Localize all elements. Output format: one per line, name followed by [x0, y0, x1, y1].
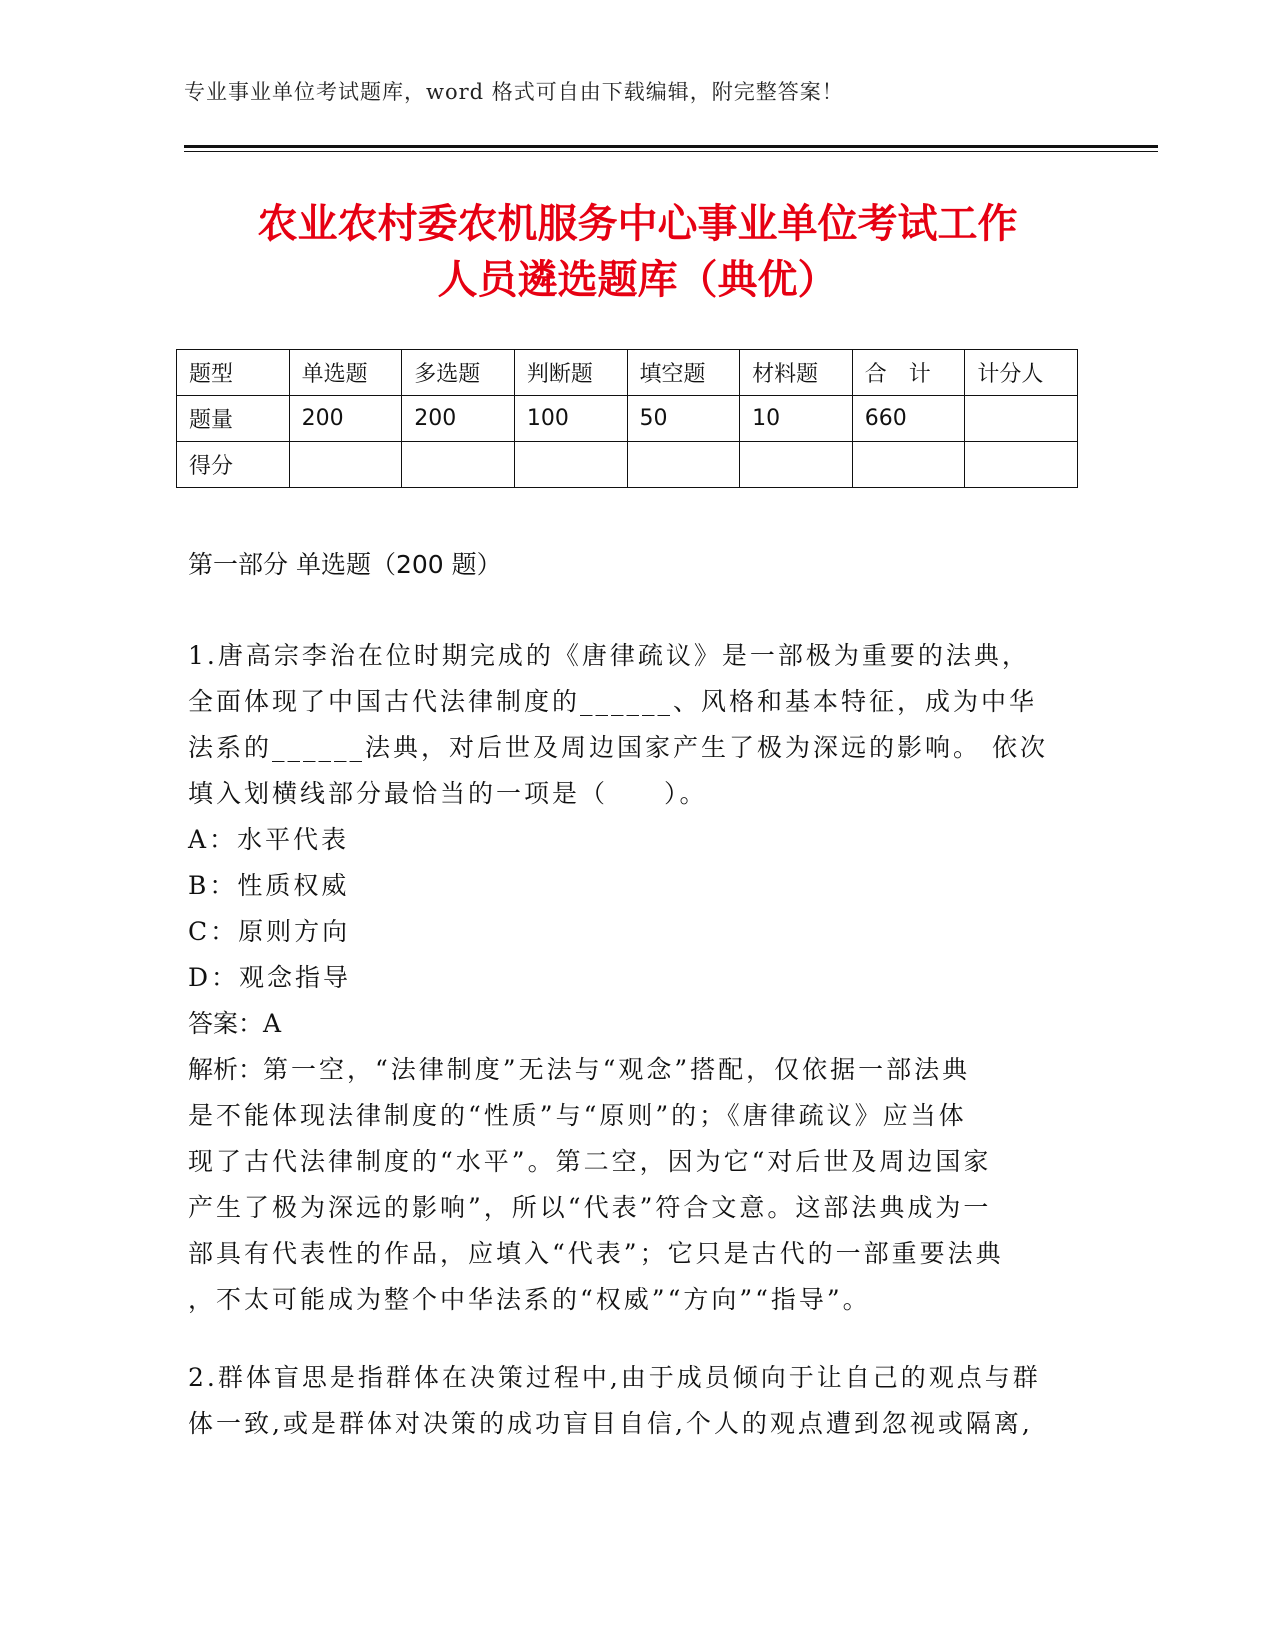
analysis-line: ，不太可能成为整个中华法系的“权威”“方向”“指导”。	[188, 1285, 871, 1314]
table-cell: 得分	[177, 442, 290, 488]
option-d: D：观念指导	[188, 963, 352, 992]
option-b: B：性质权威	[188, 871, 350, 900]
score-summary-table	[176, 349, 1078, 488]
section-heading: 第一部分 单选题（200 题）	[188, 550, 502, 579]
analysis-text: 第一空，“法律制度”无法与“观念”搭配，仅依据一部法典	[263, 1055, 971, 1084]
table-cell	[627, 442, 740, 488]
table-cell: 200	[289, 396, 402, 442]
document-title	[150, 196, 1125, 308]
table-cell	[965, 442, 1078, 488]
question-stem-line: 1.唐高宗李治在位时期完成的《唐律疏议》是一部极为重要的法典，	[188, 641, 1030, 670]
table-cell	[289, 442, 402, 488]
table-cell: 100	[514, 396, 627, 442]
table-cell: 200	[402, 396, 515, 442]
answer-value: A	[263, 1009, 285, 1038]
header-note: 专业事业单位考试题库，word 格式可自由下载编辑，附完整答案！	[184, 80, 844, 104]
answer-label: 答案：	[188, 1009, 264, 1038]
question-stem-line: 2.群体盲思是指群体在决策过程中,由于成员倾向于让自己的观点与群	[188, 1363, 1041, 1392]
table-cell: 计分人	[965, 350, 1078, 396]
table-row	[177, 442, 1078, 488]
option-c: C：原则方向	[188, 917, 351, 946]
analysis-line: 部具有代表性的作品，应填入“代表”；它只是古代的一部重要法典	[188, 1239, 1004, 1268]
header-divider-thick	[184, 145, 1158, 148]
table-cell: 题量	[177, 396, 290, 442]
table-cell: 10	[740, 396, 853, 442]
table-cell: 判断题	[514, 350, 627, 396]
question-2	[188, 1355, 1078, 1447]
table-cell: 660	[852, 396, 965, 442]
table-cell	[965, 396, 1078, 442]
option-a: A：水平代表	[188, 825, 350, 854]
table-cell: 多选题	[402, 350, 515, 396]
table-cell: 题型	[177, 350, 290, 396]
analysis-line: 是不能体现法律制度的“性质”与“原则”的；《唐律疏议》应当体	[188, 1101, 967, 1130]
question-1	[188, 633, 1078, 1323]
table-cell	[740, 442, 853, 488]
question-stem-line: 法系的______法典，对后世及周边国家产生了极为深远的影响。 依次	[188, 733, 1048, 762]
analysis-label: 解析：	[188, 1055, 264, 1084]
analysis-line: 现了古代法律制度的“水平”。第二空，因为它“对后世及周边国家	[188, 1147, 992, 1176]
table-cell: 单选题	[289, 350, 402, 396]
title-line: 人员遴选题库（典优）	[437, 257, 838, 303]
table-cell	[402, 442, 515, 488]
table-cell: 50	[627, 396, 740, 442]
table-cell	[514, 442, 627, 488]
question-stem-line: 体一致,或是群体对决策的成功盲目自信,个人的观点遭到忽视或隔离,	[188, 1409, 1033, 1438]
title-line: 农业农村委农机服务中心事业单位考试工作	[257, 201, 1018, 247]
analysis-line	[188, 1047, 1078, 1093]
table-cell: 材料题	[740, 350, 853, 396]
analysis-line: 产生了极为深远的影响”，所以“代表”符合文意。这部法典成为一	[188, 1193, 992, 1222]
header-divider-thin	[184, 151, 1158, 152]
table-cell: 合 计	[852, 350, 965, 396]
table-cell	[852, 442, 965, 488]
question-stem-line: 全面体现了中国古代法律制度的______、风格和基本特征，成为中华	[188, 687, 1038, 716]
table-cell: 填空题	[627, 350, 740, 396]
table-header-row	[177, 350, 1078, 396]
answer-line	[188, 1001, 1078, 1047]
question-stem-line: 填入划横线部分最恰当的一项是（ ）。	[188, 779, 708, 808]
table-row	[177, 396, 1078, 442]
